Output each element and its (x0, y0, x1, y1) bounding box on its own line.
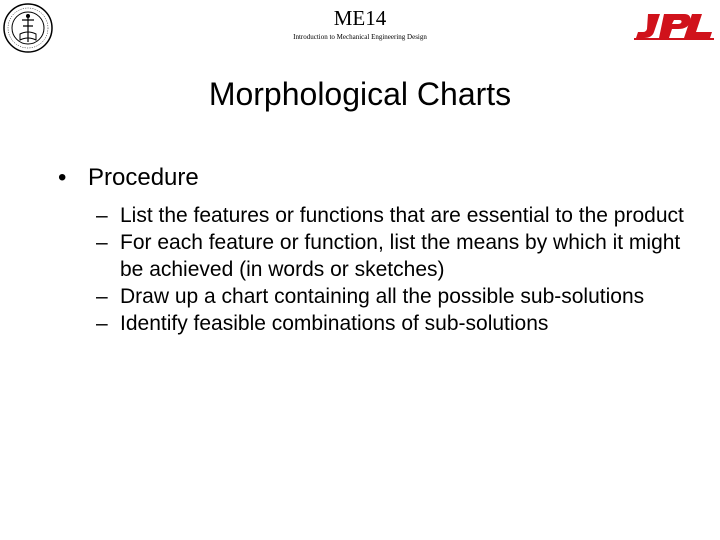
slide-title: Morphological Charts (208, 76, 512, 112)
sub-item-text: Draw up a chart containing all the possible sub-solutions (120, 285, 645, 308)
sub-item-text: Identify feasible combinations of sub-solutions (120, 312, 549, 335)
sub-item (96, 229, 696, 283)
sub-item-list (96, 202, 696, 337)
dash-marker: – (96, 204, 108, 227)
sub-item-text: List the features or functions that are essential to the product (120, 204, 684, 227)
bullet-text: Procedure (88, 164, 199, 191)
jpl-logo (634, 12, 716, 40)
sub-item (96, 310, 696, 337)
course-subtitle: Introduction to Mechanical Engineering Design (293, 33, 427, 41)
sub-item (96, 202, 696, 229)
dash-marker: – (96, 231, 108, 254)
sub-item (96, 283, 696, 310)
dash-marker: – (96, 285, 108, 308)
bullet-marker: • (58, 164, 67, 191)
bullet-item (58, 162, 199, 194)
course-title: ME14 (333, 6, 387, 30)
dash-marker: – (96, 312, 108, 335)
sub-item-text: For each feature or function, list the means by which it might be achieved (in words or sketches) (120, 231, 681, 281)
